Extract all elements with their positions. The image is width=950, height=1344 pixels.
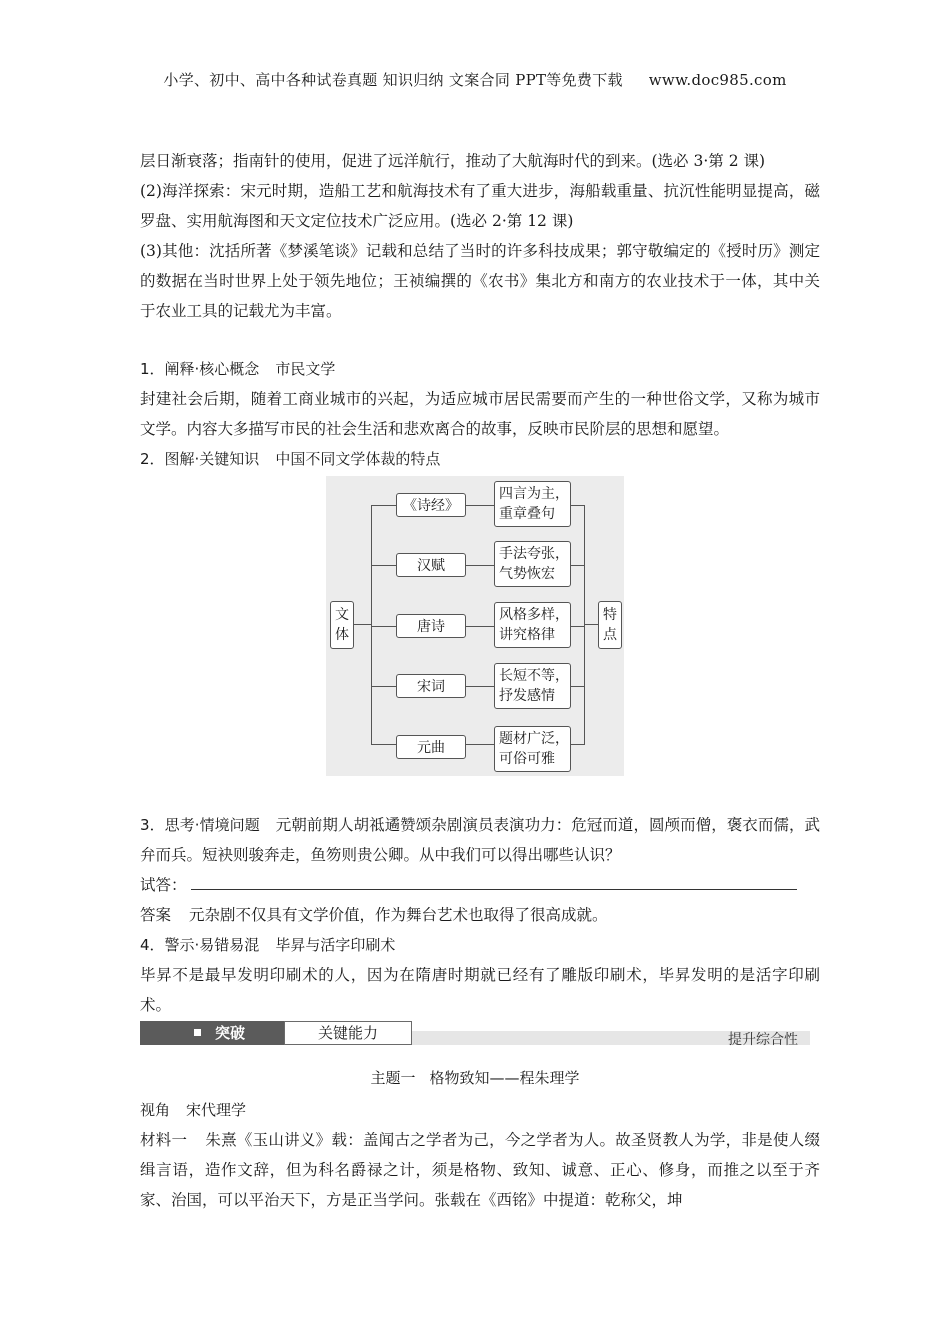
bar-right-label: 提升综合性	[728, 1032, 798, 1048]
square-bullet-icon	[194, 1029, 201, 1036]
bar-dark-tab	[140, 1021, 284, 1045]
section-1	[140, 354, 820, 474]
section-3-body: 元朝前期人胡祗遹赞颂杂剧演员表演功力：危冠而道，圆颅而僧，褒衣而儒，武弁而兵。短袂则骏奔走，鱼笏则贵公卿。从中我们可以得出哪些认识？	[140, 816, 821, 864]
desc-line: 可俗可雅	[499, 751, 555, 767]
genre-diagram	[326, 476, 624, 776]
desc-line: 抒发感情	[499, 688, 555, 704]
section-2-label: 2．图解·关键知识	[140, 450, 260, 468]
material-1-label: 材料一	[140, 1131, 188, 1149]
connector	[466, 505, 494, 506]
answer-row	[140, 900, 820, 930]
diagram-left-char: 文	[335, 607, 349, 623]
genre-desc-tangshi	[494, 602, 571, 648]
view-label: 视角	[140, 1101, 171, 1119]
page-header	[0, 69, 950, 90]
genre-node-tangshi: 唐诗	[396, 614, 466, 638]
topic-label: 主题一	[370, 1069, 416, 1087]
diagram-right-char: 特	[603, 607, 617, 623]
desc-line: 长短不等，	[499, 668, 569, 684]
section-4-heading	[140, 930, 820, 960]
connector	[371, 686, 396, 687]
connector	[371, 744, 396, 745]
connector	[466, 744, 494, 745]
topic-text: 格物致知——程朱理学	[429, 1069, 580, 1087]
connector	[466, 565, 494, 566]
view-heading	[140, 1095, 820, 1125]
try-answer-label: 试答：	[140, 876, 187, 894]
section-3-paragraph	[140, 810, 820, 870]
intro-paragraph-2: (2)海洋探索：宋元时期，造船工艺和航海技术有了重大进步，海船载重量、抗沉性能明显提高，磁罗盘、实用航海图和天文定位技术广泛应用。(选必 2·第 12 课)	[140, 182, 820, 230]
section-bar	[140, 1021, 810, 1048]
desc-line: 手法夸张，	[499, 546, 569, 562]
diagram-left-char: 体	[335, 627, 349, 643]
connector	[354, 624, 371, 625]
connector	[371, 505, 372, 744]
desc-line: 气势恢宏	[499, 566, 555, 582]
section-3	[140, 810, 820, 1020]
desc-line: 题材广泛，	[499, 731, 569, 747]
desc-line: 风格多样，	[499, 607, 569, 623]
intro-paragraph-3: (3)其他：沈括所著《梦溪笔谈》记载和总结了当时的许多科技成果；郭守敬编定的《授时历》测定的数据在当时世界上处于领先地位；王祯编撰的《农书》集北方和南方的农业技术于一体，其中关于农业工具的记载尤为丰富。	[140, 242, 820, 320]
diagram-left-node	[330, 601, 354, 649]
connector	[584, 624, 598, 625]
genre-node-songci: 宋词	[396, 674, 466, 698]
genre-desc-songci	[494, 663, 571, 709]
section-3-label: 3．思考·情境问题	[140, 816, 260, 834]
connector	[571, 744, 585, 745]
material-1-paragraph	[140, 1125, 820, 1215]
section-4-subject: 毕昇与活字印刷术	[275, 936, 396, 954]
desc-line: 四言为主，	[499, 486, 569, 502]
connector	[571, 686, 585, 687]
material-block	[140, 1095, 820, 1215]
diagram-right-node	[598, 601, 622, 649]
header-text: 小学、初中、高中各种试卷真题 知识归纳 文案合同 PPT等免费下载	[163, 71, 623, 89]
connector	[466, 686, 494, 687]
connector	[371, 626, 396, 627]
genre-node-hanfu: 汉赋	[396, 553, 466, 577]
genre-desc-shijing	[494, 481, 571, 527]
section-1-label: 1．阐释·核心概念	[140, 360, 260, 378]
connector	[571, 505, 585, 506]
genre-node-shijing: 《诗经》	[396, 493, 466, 517]
diagram-right-char: 点	[603, 627, 617, 643]
desc-line: 重章叠句	[499, 506, 555, 522]
section-1-body: 封建社会后期，随着工商业城市的兴起，为适应城市居民需要而产生的一种世俗文学，又称为城市文学。内容大多描写市民的社会生活和悲欢离合的故事，反映市民阶层的思想和愿望。	[140, 390, 820, 438]
section-4-body: 毕昇不是最早发明印刷术的人，因为在隋唐时期就已经有了雕版印刷术，毕昇发明的是活字印刷术。	[140, 966, 820, 1014]
answer-label: 答案	[140, 906, 172, 924]
bar-dark-label: 突破	[215, 1024, 246, 1042]
section-1-subject: 市民文学	[275, 360, 336, 378]
answer-blank-line[interactable]	[191, 871, 797, 890]
connector	[571, 626, 585, 627]
try-answer-row	[140, 870, 820, 900]
connector	[466, 626, 494, 627]
bar-light-tab: 关键能力	[284, 1021, 412, 1045]
section-2-heading	[140, 444, 820, 474]
section-2-subject: 中国不同文学体裁的特点	[275, 450, 441, 468]
genre-node-yuanqu: 元曲	[396, 735, 466, 759]
connector	[571, 565, 585, 566]
section-1-heading	[140, 354, 820, 384]
intro-block	[140, 146, 820, 326]
genre-desc-yuanqu	[494, 726, 571, 772]
header-site: www.doc985.com	[648, 71, 787, 89]
answer-body: 元杂剧不仅具有文学价值，作为舞台艺术也取得了很高成就。	[189, 906, 608, 924]
connector	[371, 505, 396, 506]
view-title: 宋代理学	[186, 1101, 247, 1119]
genre-desc-hanfu	[494, 541, 571, 587]
section-4-label: 4．警示·易错易混	[140, 936, 260, 954]
intro-line1: 层日渐衰落；指南针的使用，促进了远洋航行，推动了大航海时代的到来。(选必 3·第 2 课)	[140, 152, 766, 170]
topic-title	[0, 1067, 950, 1088]
connector	[371, 565, 396, 566]
desc-line: 讲究格律	[499, 627, 555, 643]
material-1-body: 朱熹《玉山讲义》载：盖闻古之学者为己，今之学者为人。故圣贤教人为学，非是使人缀缉言语，造作文辞，但为科名爵禄之计，须是格物、致知、诚意、正心、修身，而推之以至于齐家、治国，可以平治天下，方是正当学问。张载在《西铭》中提道：乾称父，坤	[140, 1131, 820, 1209]
